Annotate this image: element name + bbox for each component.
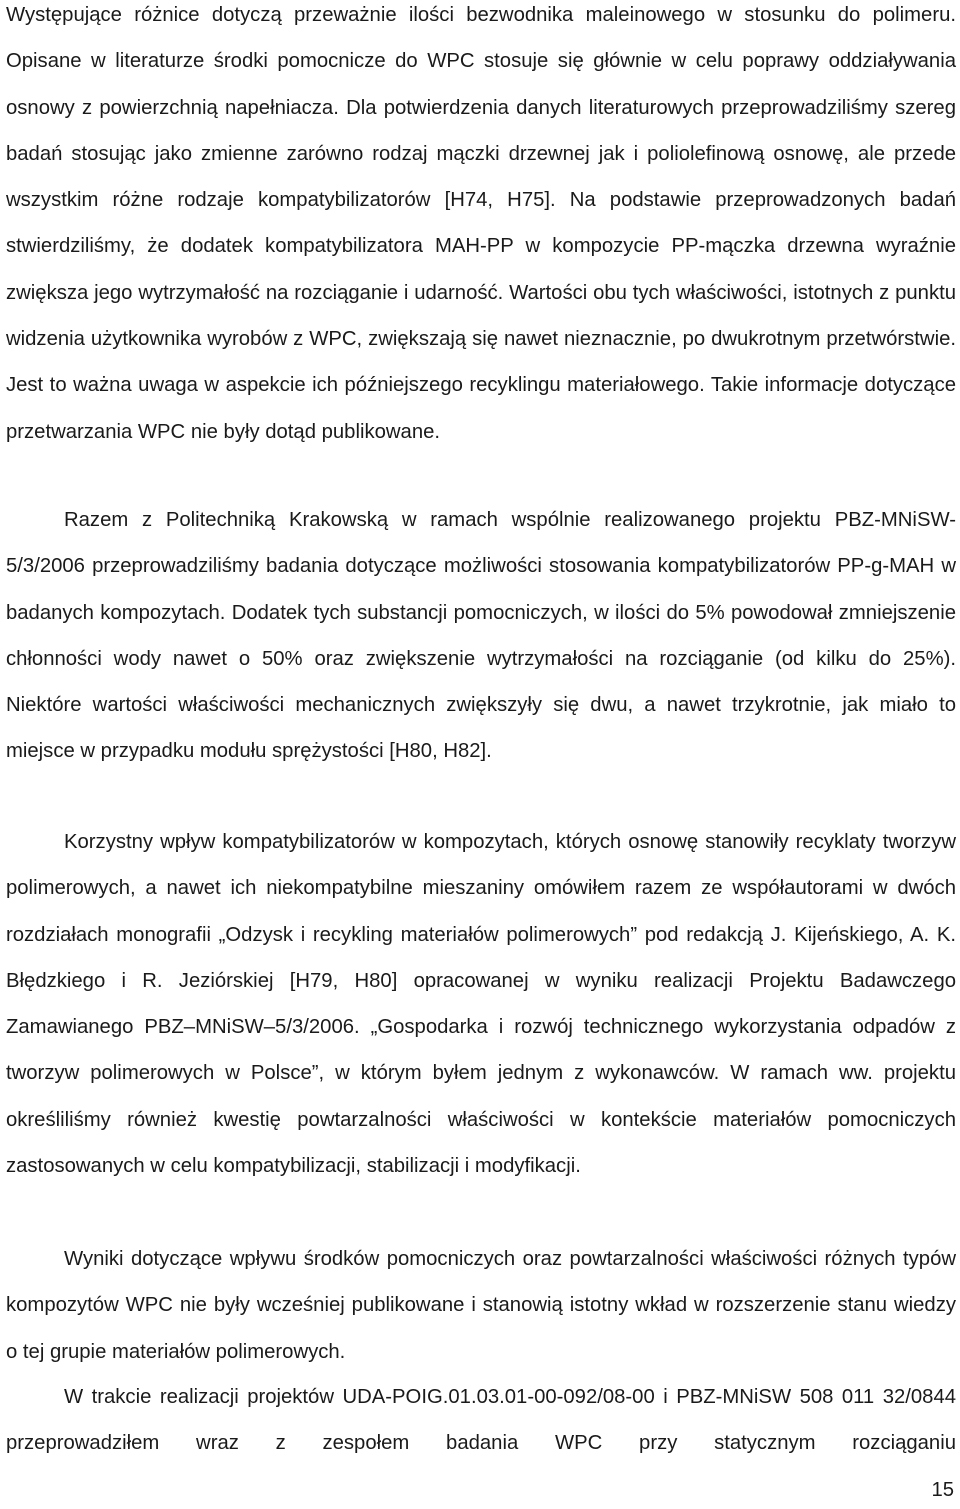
paragraph-5 — [6, 1374, 956, 1467]
paragraph-4-text: Wyniki dotyczące wpływu środków pomocniczych oraz powtarzalności właściwości różnych typów kompozytów WPC nie były wcześniej publikowane i stanowią istotny wkład w rozszerzenie stanu wiedzy o tej grupie materiałów polimerowych. — [6, 1248, 956, 1363]
paragraph-4 — [6, 1236, 956, 1375]
paragraph-2 — [6, 497, 956, 775]
paragraph-3 — [6, 819, 956, 1189]
paragraph-1-text: Występujące różnice dotyczą przeważnie ilości bezwodnika maleinowego w stosunku do polimeru. Opisane w literaturze środki pomocnicze do WPC stosuje się głównie w celu poprawy oddziaływania osnowy z powierzchnią napełniacza. Dla potwierdzenia danych literaturowych przeprowadziliśmy szereg badań stosując jako zmienne zarówno rodzaj mączki drzewnej jak i poliolefinową osnowę, ale przede wszystkim różne rodzaje kompatybilizatorów [H74, H75]. Na podstawie przeprowadzonych badań stwierdziliśmy, że dodatek kompatybilizatora MAH-PP w kompozycie PP-mączka drzewna wyraźnie zwiększa jego wytrzymałość na rozciąganie i udarność. Wartości obu tych właściwości, istotnych z punktu widzenia użytkownika wyrobów z WPC, zwiększają się nawet nieznacznie, po dwukrotnym przetwórstwie. Jest to ważna uwaga w aspekcie ich późniejszego recyklingu materiałowego. Takie informacje dotyczące przetwarzania WPC nie były dotąd publikowane. — [6, 4, 956, 443]
page-number: 15 — [931, 1479, 954, 1501]
paragraph-2-text: Razem z Politechniką Krakowską w ramach wspólnie realizowanego projektu PBZ-MNiSW-5/3/2006 przeprowadziliśmy badania dotyczące możliwości stosowania kompatybilizatorów PP-g-MAH w badanych kompozytach. Dodatek tych substancji pomocniczych, w ilości do 5% powodował zmniejszenie chłonności wody nawet o 50% oraz zwiększenie wytrzymałości na rozciąganie (od kilku do 25%). Niektóre wartości właściwości mechanicznych zwiększyły się dwu, a nawet trzykrotnie, jak miało to miejsce w przypadku modułu sprężystości [H80, H82]. — [6, 509, 956, 763]
paragraph-1 — [6, 0, 956, 455]
paragraph-3-text: Korzystny wpływ kompatybilizatorów w kompozytach, których osnowę stanowiły recyklaty tworzyw polimerowych, a nawet ich niekompatybilne mieszaniny omówiłem razem ze współautorami w dwóch rozdziałach monografii „Odzysk i recykling materiałów polimerowych” pod redakcją J. Kijeńskiego, A. K. Błędzkiego i R. Jeziórskiej [H79, H80] opracowanej w wyniku realizacji Projektu Badawczego Zamawianego PBZ–MNiSW–5/3/2006. „Gospodarka i rozwój technicznego wykorzystania odpadów z tworzyw polimerowych w Polsce”, w którym byłem jednym z wykonawców. W ramach ww. projektu określiliśmy również kwestię powtarzalności właściwości w kontekście materiałów pomocniczych zastosowanych w celu kompatybilizacji, stabilizacji i modyfikacji. — [6, 831, 956, 1178]
paragraph-5-text: W trakcie realizacji projektów UDA-POIG.01.03.01-00-092/08-00 i PBZ-MNiSW 508 011 32/0844 przeprowadziłem wraz z zespołem badania WPC przy statycznym rozciąganiu — [6, 1386, 956, 1455]
